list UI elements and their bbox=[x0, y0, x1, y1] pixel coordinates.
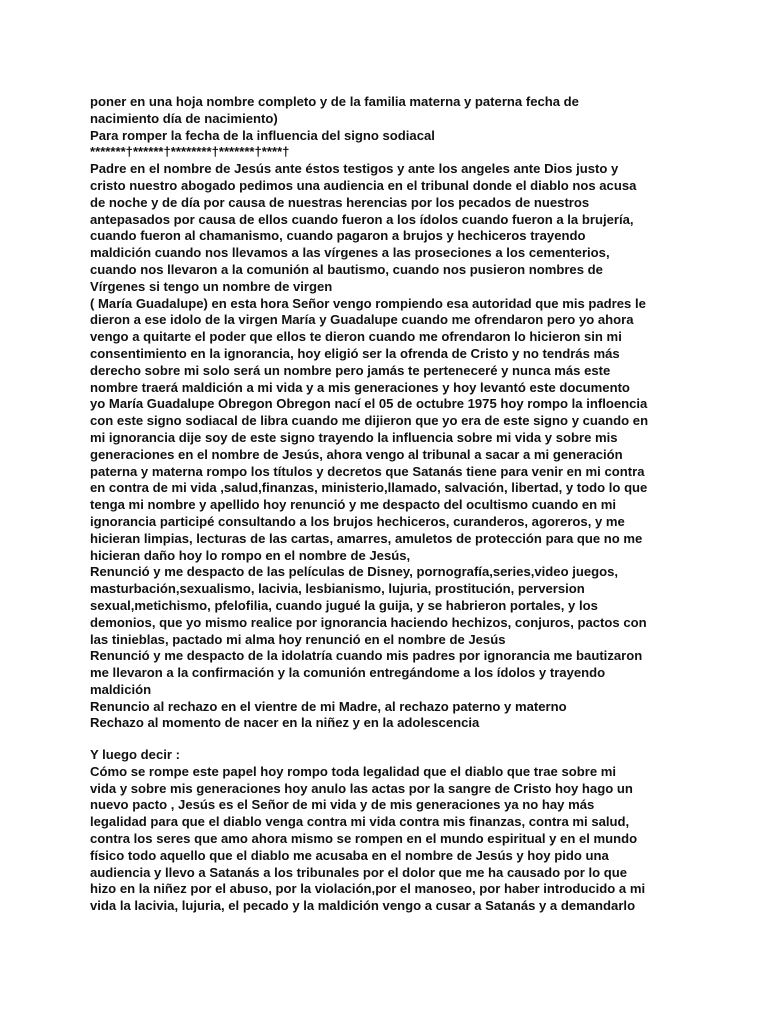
text-line: poner en una hoja nombre completo y de la familia materna y paterna fecha de bbox=[90, 94, 579, 109]
text-line: hizo en la niñez por el abuso, por la violación,por el manoseo, por haber introducido a mi bbox=[90, 881, 646, 897]
text-line: legalidad para que el diablo venga contra mi vida contra mis finanzas, contra mi salud, bbox=[90, 814, 630, 830]
text-line: contra los seres que amo ahora mismo se rompen en el mundo espiritual y en el mundo bbox=[90, 830, 638, 846]
text-line: maldición bbox=[90, 681, 152, 697]
text-line: derecho sobre mi solo será un nombre pero jamás te perteneceré y nunca más este bbox=[90, 362, 611, 378]
text-line: mi ignorancia dije soy de este signo trayendo la influencia sobre mi vida y sobre mis bbox=[90, 429, 618, 445]
text-line: antepasados por causa de ellos cuando fueron a los ídolos cuando fueron a la brujería, bbox=[90, 211, 634, 227]
text-line: físico todo aquello que el diablo me acusaba en el nombre de Jesús y hoy pido una bbox=[90, 847, 609, 863]
text-line: me llevaron a la confirmación y la comunión entregándome a los ídolos y trayendo bbox=[90, 665, 606, 681]
text-line: nombre traerá maldición a mi vida y a mis generaciones y hoy levantó este documento bbox=[90, 379, 630, 395]
text-line: Renunció y me despacto de la idolatría cuando mis padres por ignorancia me bautizaron bbox=[90, 648, 643, 664]
text-line: nacimiento día de nacimiento) bbox=[90, 110, 278, 126]
text-line: ( María Guadalupe) en esta hora Señor vengo rompiendo esa autoridad que mis padres le bbox=[90, 295, 646, 311]
text-line: con este signo sodiacal de libra cuando me dijieron que yo era de este signo y cuando en bbox=[90, 413, 649, 429]
text-line: Vírgenes si tengo un nombre de virgen bbox=[90, 278, 333, 294]
text-line: dieron a ese idolo de la virgen María y Guadalupe cuando me ofrendaron pero yo ahora bbox=[90, 312, 634, 328]
text-line: en contra de mi vida ,salud,finanzas, ministerio,llamado, salvación, libertad, y todo lo que bbox=[90, 480, 648, 496]
text-line: cuando nos llevaron a la comunión al bautismo, cuando nos pusieron nombres de bbox=[90, 261, 603, 277]
text-line: Y luego decir : bbox=[90, 747, 180, 762]
text-line: hicieran limpias, lecturas de las cartas, amarres, amuletos de protección para que no me bbox=[90, 530, 643, 546]
text-line: cristo nuestro abogado pedimos una audiencia en el tribunal donde el diablo nos acusa bbox=[90, 177, 637, 193]
document-body-bottom bbox=[90, 747, 690, 915]
text-line: maldición cuando nos llevamos a las vírgenes a las proseciones a los cementerios, bbox=[90, 245, 610, 261]
text-line: sexual,metichismo, pfelofilia, cuando jugué la guija, y se habrieron portales, y los bbox=[90, 597, 598, 613]
text-line: tenga mi nombre y apellido hoy renunció y me despacto del ocultismo cuando en mi bbox=[90, 497, 617, 513]
text-line: vida la lacivia, lujuria, el pecado y la maldición vengo a cusar a Satanás y a demandarlo bbox=[90, 898, 636, 914]
text-line: las tinieblas, pactado mi alma hoy renunció en el nombre de Jesús bbox=[90, 631, 506, 647]
text-line: *******†******†********†*******†****† bbox=[90, 144, 290, 160]
text-line: Cómo se rompe este papel hoy rompo toda legalidad que el diablo que trae sobre mi bbox=[90, 763, 617, 779]
text-line: ignorancia participé consultando a los brujos hechiceros, curanderos, agoreros, y me bbox=[90, 513, 625, 529]
text-line: nuevo pacto , Jesús es el Señor de mi vida y de mis generaciones ya no hay más bbox=[90, 797, 595, 813]
text-line: vida y sobre mis generaciones hoy anulo las actas por la sangre de Cristo hoy hago un bbox=[90, 780, 633, 796]
document-body-top bbox=[90, 94, 690, 732]
text-line: consentimiento en la ignorancia, hoy eligió ser la ofrenda de Cristo y no tendrás más bbox=[90, 345, 620, 361]
text-line: Padre en el nombre de Jesús ante éstos testigos y ante los angeles ante Dios justo y bbox=[90, 161, 619, 177]
text-line: hicieran daño hoy lo rompo en el nombre de Jesús, bbox=[90, 547, 411, 563]
text-line: generaciones en el nombre de Jesús, ahora vengo al tribunal a sacar a mi generación bbox=[90, 446, 623, 462]
text-line: vengo a quitarte el poder que ellos te dieron cuando me ofrendaron lo hicieron sin mi bbox=[90, 329, 622, 345]
text-line: Rechazo al momento de nacer en la niñez y en la adolescencia bbox=[90, 715, 480, 731]
text-line: Renunció y me despacto de las películas de Disney, pornografía,series,video juegos, bbox=[90, 564, 619, 580]
text-line: Para romper la fecha de la influencia del signo sodiacal bbox=[90, 127, 435, 143]
text-line: Renuncio al rechazo en el vientre de mi Madre, al rechazo paterno y materno bbox=[90, 698, 567, 714]
text-line: yo María Guadalupe Obregon Obregon nací el 05 de octubre 1975 hoy rompo la infloencia bbox=[90, 396, 648, 412]
text-line: audiencia y llevo a Satanás a los tribunales por el dolor que me ha causado por lo que bbox=[90, 864, 627, 880]
text-line: cuando fueron al chamanismo, cuando pagaron a brujos y hechiceros trayendo bbox=[90, 228, 586, 244]
text-line: demonios, que yo mismo realice por ignorancia haciendo hechizos, conjuros, pactos con bbox=[90, 614, 647, 630]
text-line: de noche y de día por causa de nuestras herencias por los pecados de nuestros bbox=[90, 194, 590, 210]
text-line: paterna y materna rompo los títulos y decretos que Satanás tiene para venir en mi contra bbox=[90, 463, 645, 479]
text-line: masturbación,sexualismo, lacivia, lesbianismo, lujuria, prostitución, perversion bbox=[90, 581, 585, 597]
